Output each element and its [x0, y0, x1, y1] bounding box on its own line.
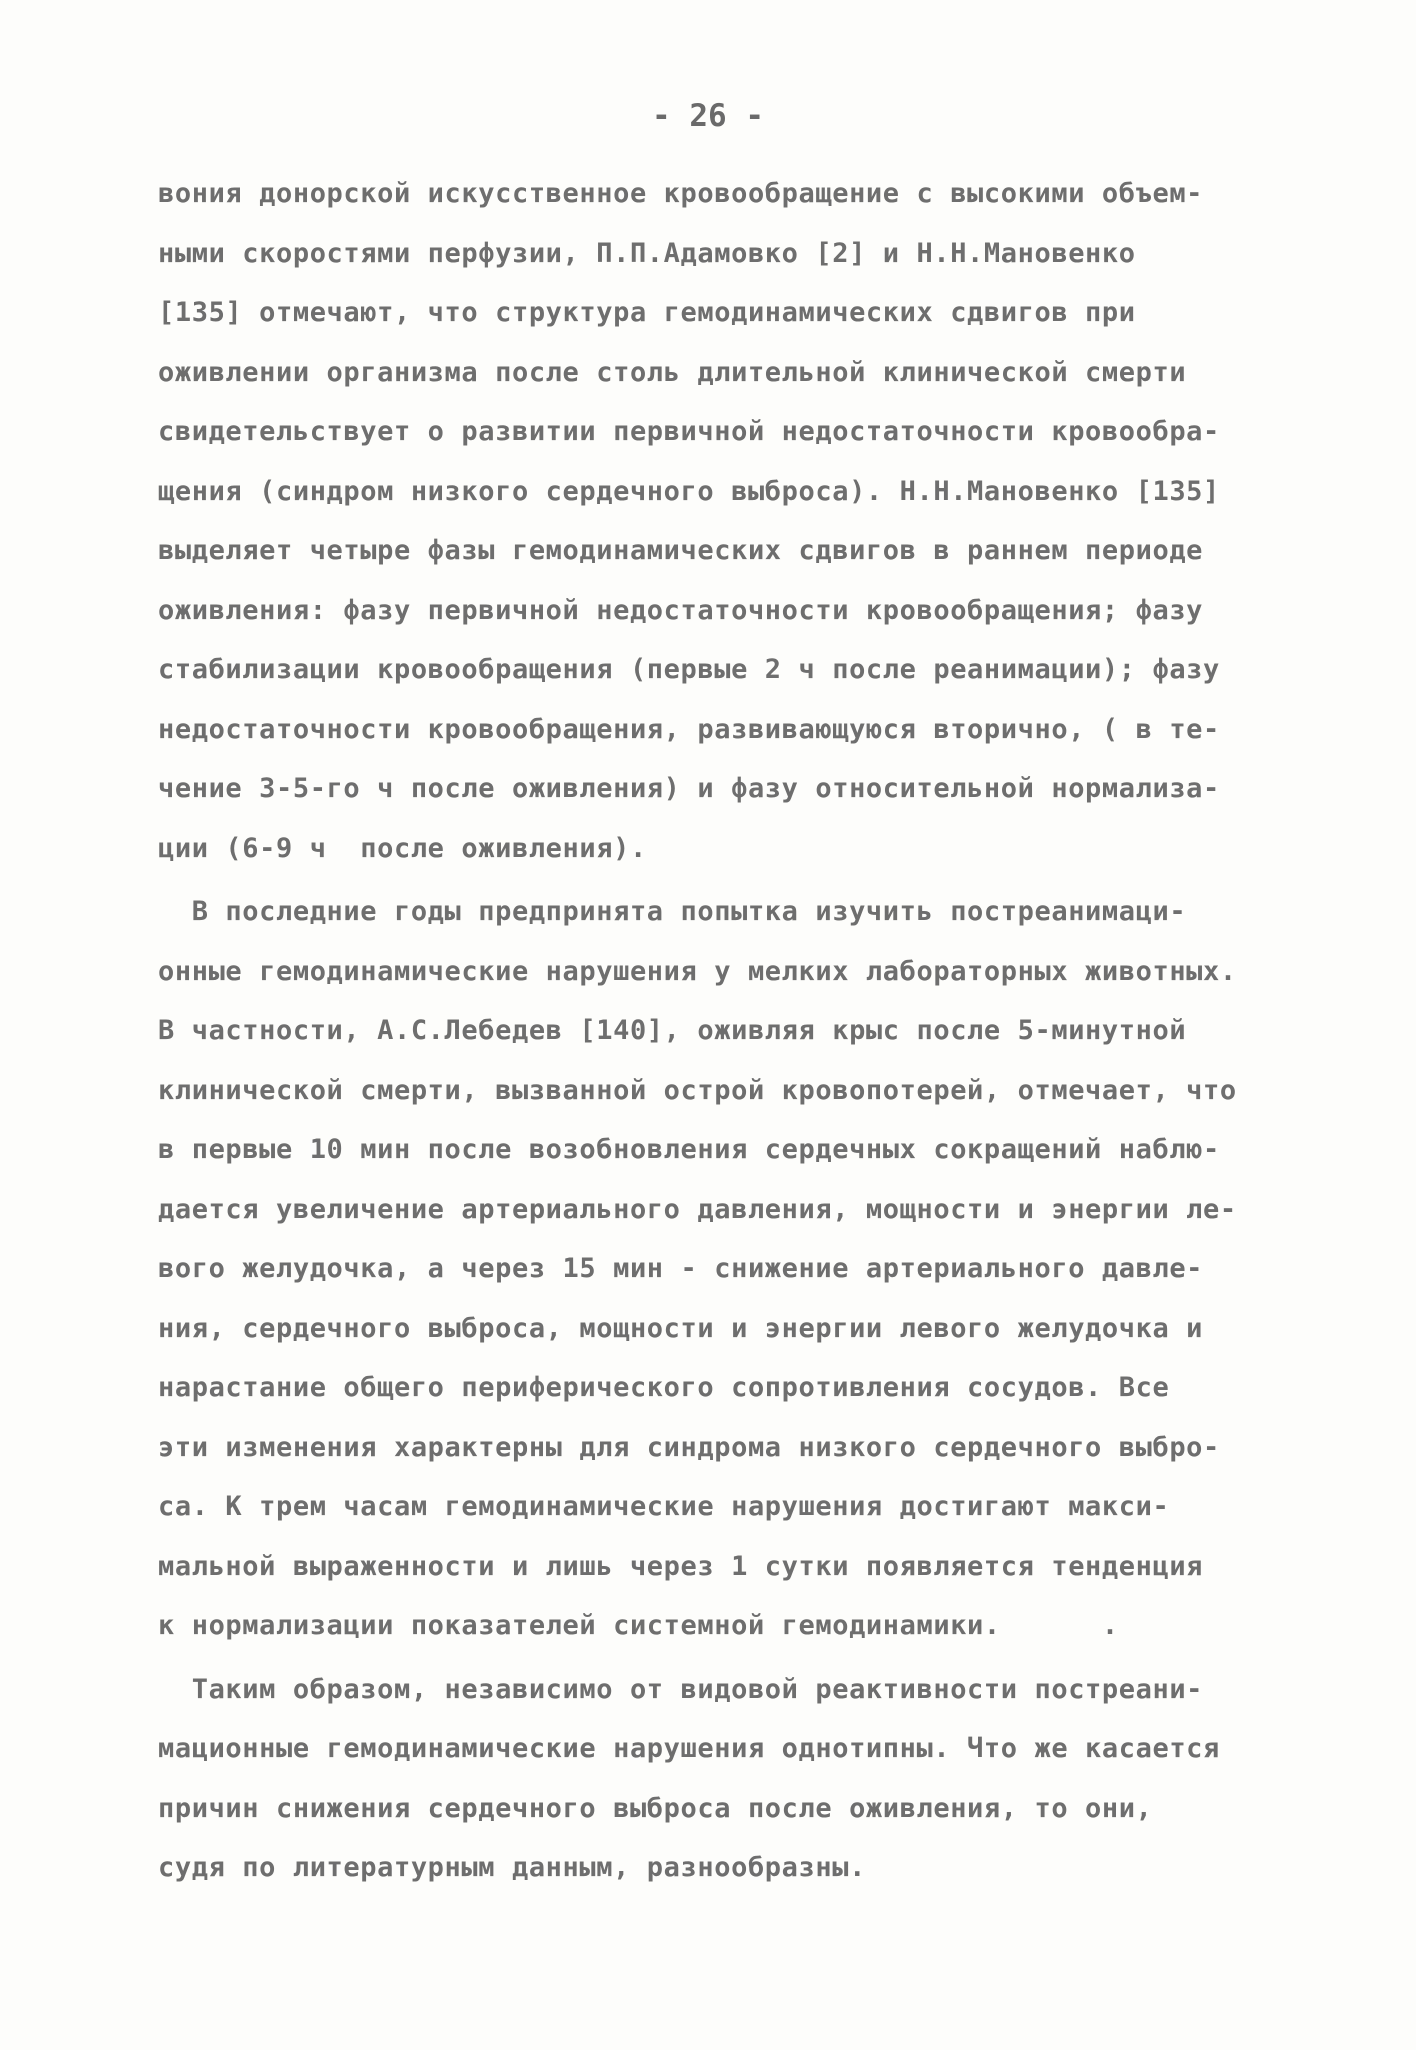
- text-line: ния, сердечного выброса, мощности и энергии левого желудочка и: [158, 1312, 1204, 1344]
- text-line: стабилизации кровообращения (первые 2 ч после реанимации); фазу: [158, 654, 1220, 685]
- text-line: вония донорской искусственное кровообращение с высокими объем-: [158, 178, 1204, 209]
- text-line: са. К трем часам гемодинамические нарушения достигают макси-: [158, 1491, 1170, 1522]
- text-line: чение 3-5-го ч после оживления) и фазу относительной нормализа-: [158, 773, 1220, 804]
- text-line: дается увеличение артериального давления, мощности и энергии ле-: [158, 1193, 1237, 1225]
- text-line: к нормализации показателей системной гемодинамики. .: [158, 1610, 1119, 1641]
- text-line: оживлении организма после столь длительной клинической смерти: [158, 356, 1187, 388]
- text-line: клинической смерти, вызванной острой кровопотерей, отмечает, что: [158, 1074, 1237, 1106]
- text-line: щения (синдром низкого сердечного выброса). Н.Н.Мановенко [135]: [158, 475, 1220, 507]
- text-line: вого желудочка, а через 15 мин - снижение артериального давле-: [158, 1253, 1204, 1284]
- text-line: онные гемодинамические нарушения у мелких лабораторных животных.: [158, 955, 1237, 987]
- text-line: эти изменения характерны для синдрома низкого сердечного выбро-: [158, 1431, 1220, 1463]
- text-line: судя по литературным данным, разнообразны.: [158, 1852, 866, 1883]
- text-line: мальной выраженности и лишь через 1 сутки появляется тенденция: [158, 1550, 1204, 1582]
- text-line: В частности, А.С.Лебедев [140], оживляя крыс после 5-минутной: [158, 1015, 1187, 1046]
- text-line: свидетельствует о развитии первичной недостаточности кровообра-: [158, 416, 1220, 447]
- text-line: выделяет четыре фазы гемодинамических сдвигов в раннем периоде: [158, 535, 1204, 566]
- paragraph-2: [158, 882, 1308, 1656]
- text-line: оживления: фазу первичной недостаточности кровообращения; фазу: [158, 594, 1204, 626]
- text-line: мационные гемодинамические нарушения однотипны. Что же касается: [158, 1733, 1220, 1764]
- document-body: [158, 164, 1308, 1898]
- text-line: ции (6-9 ч после оживления).: [158, 832, 647, 864]
- text-line: Таким образом, независимо от видовой реактивности постреани-: [158, 1673, 1204, 1705]
- text-line: В последние годы предпринята попытка изучить постреанимаци-: [158, 896, 1187, 927]
- page-number: - 26 -: [652, 98, 764, 134]
- paragraph-1: [158, 164, 1308, 878]
- text-line: [135] отмечают, что структура гемодинамических сдвигов при: [158, 297, 1136, 328]
- text-line: в первые 10 мин после возобновления сердечных сокращений наблю-: [158, 1134, 1220, 1165]
- text-line: ными скоростями перфузии, П.П.Адамовко [2] и Н.Н.Мановенко: [158, 237, 1136, 269]
- paragraph-3: [158, 1660, 1308, 1898]
- text-line: причин снижения сердечного выброса после оживления, то они,: [158, 1792, 1153, 1824]
- text-line: недостаточности кровообращения, развивающуюся вторично, ( в те-: [158, 713, 1220, 745]
- text-line: нарастание общего периферического сопротивления сосудов. Все: [158, 1372, 1170, 1403]
